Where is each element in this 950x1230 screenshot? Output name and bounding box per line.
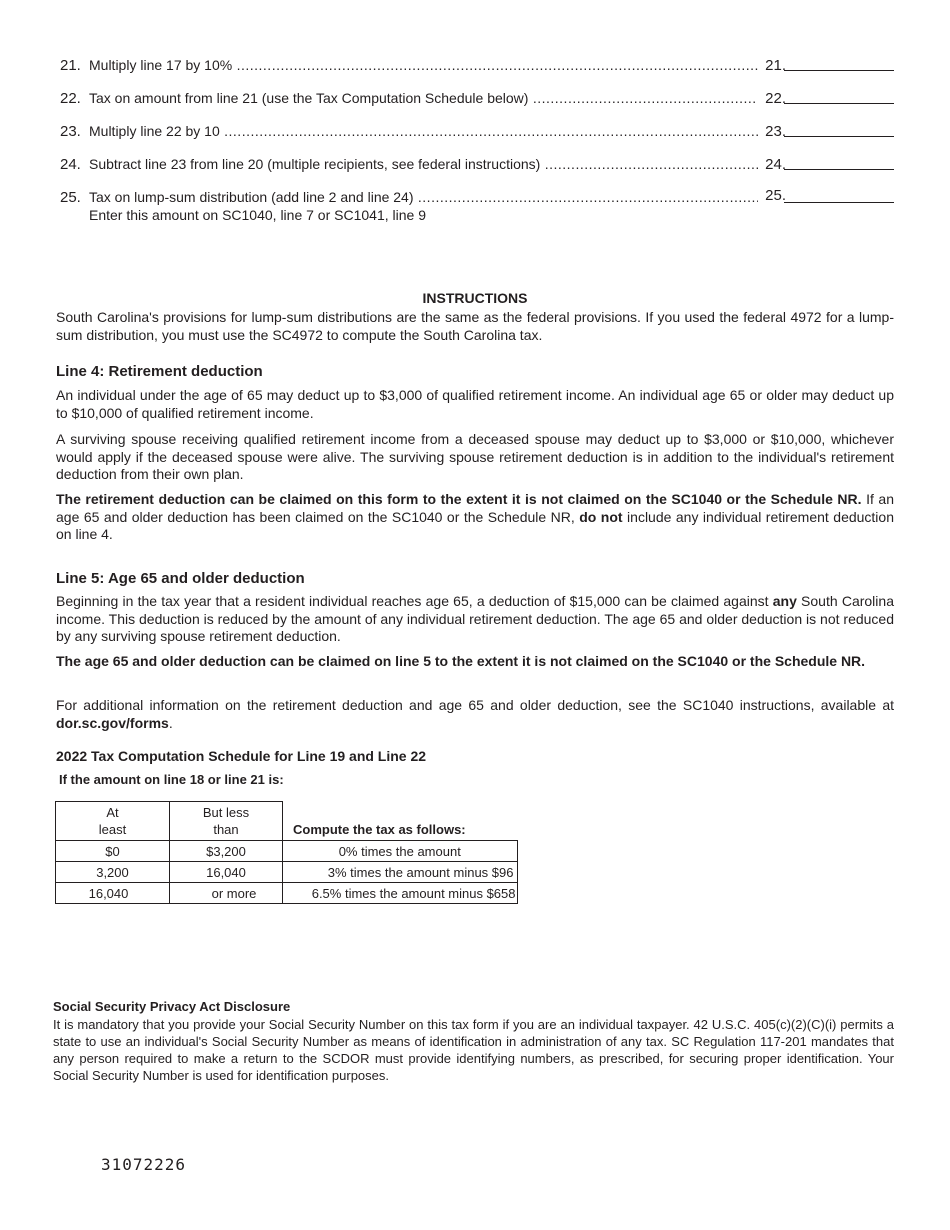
line-5-text-end: South Carolina income. This deduction is reduced by the amount of any individual retirement deduction. The age 65 and older deduction is not reduced by any surviving spouse retirement deduction. — [56, 593, 894, 644]
line-ref-number: 23. — [758, 123, 786, 140]
do-not-emphasis: do not — [579, 508, 623, 525]
line-4-paragraph-1: An individual under the age of 65 may deduct up to $3,000 of qualified retirement income. An individual age 65 or older may deduct up to $10,000 of qualified retirement income. — [56, 387, 894, 421]
line-25-amount-field[interactable] — [784, 202, 894, 203]
col-less-than-header: But less than — [170, 802, 283, 841]
line-5-heading: Line 5: Age 65 and older deduction — [56, 570, 305, 587]
line-number: 22. — [60, 90, 81, 107]
line-21 — [60, 57, 894, 79]
line-23-amount-field[interactable] — [784, 136, 894, 137]
compute-cell: 0% times the amount — [283, 841, 518, 862]
schedule-title: 2022 Tax Computation Schedule for Line 19 and Line 22 — [56, 748, 427, 764]
privacy-heading: Social Security Privacy Act Disclosure — [53, 999, 291, 1014]
line-ref-number: 24. — [758, 156, 786, 173]
line-4-bold-note: The retirement deduction can be claimed on this form to the extent it is not claimed on the SC1040 or the Schedule NR. — [56, 491, 862, 507]
line-4-note-text: If an age 65 and older deduction has been claimed on the SC1040 or the Schedule NR, — [56, 491, 894, 525]
line-ref-number: 25. — [758, 187, 786, 204]
line-22-amount-field[interactable] — [784, 103, 894, 104]
line-ref-number: 21. — [758, 57, 786, 74]
col-compute-header: Compute the tax as follows: — [283, 802, 518, 841]
line-number: 25. — [60, 189, 81, 206]
table-header-row — [56, 802, 518, 841]
privacy-text: It is mandatory that you provide your Social Security Number on this tax form if you are an individual taxpayer. 42 U.S.C. 405(c)(2)(C)(i) permits a state to use an individual's Social Security Number as means of identification in administration of any tax. SC Regulation 117-201 mandates that any person required to make a return to the SCDOR must provide identifying numbers, as prescribed, for securing proper identification. Your Social Security Number is used for identification purposes. — [53, 1017, 894, 1083]
at-least-cell: 16,040 — [56, 883, 170, 904]
line-4-paragraph-2: A surviving spouse receiving qualified retirement income from a deceased spouse may deduct up to $3,000 or $10,000, whichever would apply if the deceased spouse were alive. The surviving spouse retirement deduction is in addition to the individual's retirement deduction from their own plan. — [56, 431, 894, 482]
compute-cell: 6.5% times the amount minus $658 — [283, 883, 518, 904]
instructions-title: INSTRUCTIONS — [422, 290, 528, 306]
line-label: Tax on lump-sum distribution (add line 2 and line 24) ..... — [89, 189, 785, 205]
tax-computation-table — [55, 801, 518, 904]
any-emphasis: any — [772, 593, 797, 609]
instructions-intro: South Carolina's provisions for lump-sum distributions are the same as the federal provisions. If you used the federal 4972 for a lump-sum distribution, you must use the SC4972 to compute the South Carolina tax. — [56, 309, 894, 343]
line-number: 24. — [60, 156, 81, 173]
line-ref-number: 22. — [758, 90, 786, 107]
line-5-text: Beginning in the tax year that a resident individual reaches age 65, a deduction of $15,000 can be claimed against — [56, 593, 773, 609]
line-number: 23. — [60, 123, 81, 140]
less-than-cell: $3,200 — [170, 841, 283, 862]
line-number: 21. — [60, 57, 81, 74]
less-than-cell: 16,040 — [170, 862, 283, 883]
line-label: Multiply line 22 by 10 ..... — [89, 123, 785, 139]
table-row — [56, 883, 518, 904]
less-than-cell: or more — [170, 883, 283, 904]
at-least-cell: $0 — [56, 841, 170, 862]
line-label: Subtract line 23 from line 20 (multiple recipients, see federal instructions) ..... — [89, 156, 785, 172]
additional-info-text: For additional information on the retirement deduction and age 65 and older deduction, see the SC1040 instructions, available at — [56, 697, 894, 713]
line-4-note-text-end: include any individual retirement deduction on line 4. — [56, 508, 894, 542]
line-4-heading: Line 4: Retirement deduction — [56, 363, 263, 380]
additional-info — [56, 697, 894, 732]
line-21-amount-field[interactable] — [784, 70, 894, 71]
line-label: Multiply line 17 by 10% ..... — [89, 57, 785, 73]
compute-cell: 3% times the amount minus $96 — [283, 862, 518, 883]
line-25-note: Enter this amount on SC1040, line 7 or SC1041, line 9 — [89, 207, 426, 223]
at-least-cell: 3,200 — [56, 862, 170, 883]
line-22 — [60, 90, 894, 112]
line-5-bold-note: The age 65 and older deduction can be claimed on line 5 to the extent it is not claimed on the SC1040 or the Schedule NR. — [56, 653, 866, 669]
additional-info-end: . — [168, 714, 173, 731]
line-5-paragraph-1 — [56, 593, 894, 646]
table-row — [56, 862, 518, 883]
line-24-amount-field[interactable] — [784, 169, 894, 170]
line-23 — [60, 123, 894, 145]
line-4-paragraph-3 — [56, 491, 894, 544]
table-row — [56, 841, 518, 862]
line-label: Tax on amount from line 21 (use the Tax Computation Schedule below) ..... — [89, 90, 785, 106]
line-24 — [60, 156, 894, 178]
forms-link[interactable]: dor.sc.gov/forms — [56, 714, 169, 731]
form-code: 31072226 — [101, 1155, 187, 1174]
schedule-subtitle: If the amount on line 18 or line 21 is: — [59, 772, 284, 787]
col-at-least-header: At least — [56, 802, 170, 841]
